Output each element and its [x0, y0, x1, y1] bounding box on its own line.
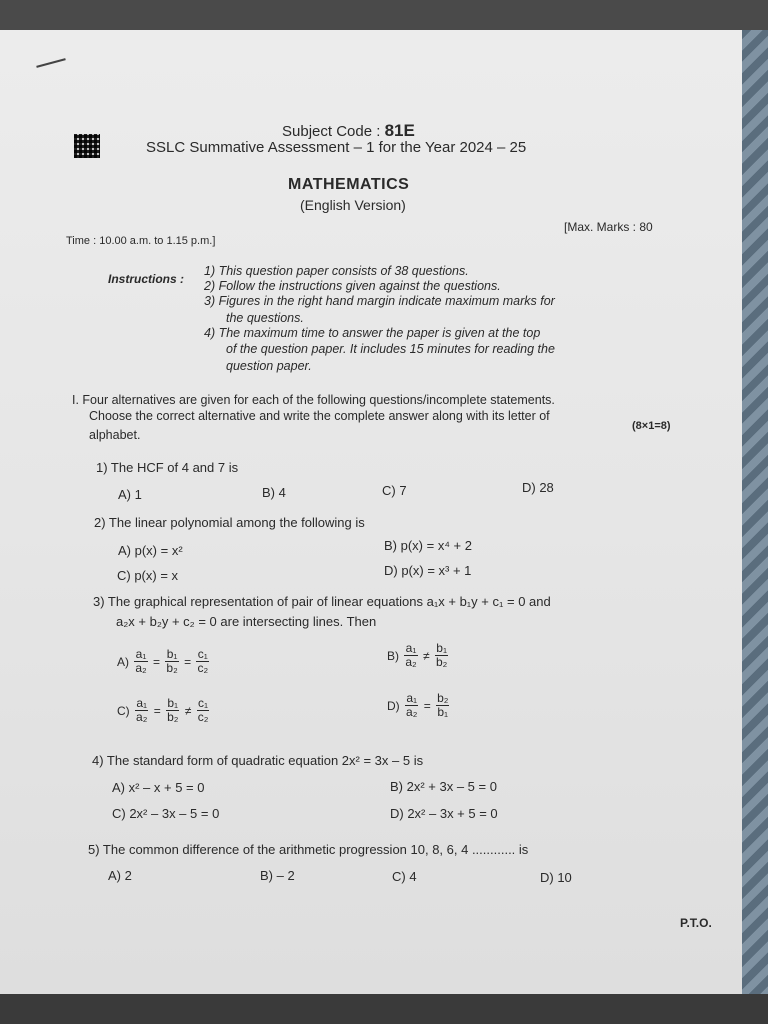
option-1a: A) 1: [118, 487, 142, 502]
option-2c: C) p(x) = x: [117, 568, 179, 583]
section-marks: (8×1=8): [632, 420, 671, 432]
question-3-line-2: a₂x + b₂y + c₂ = 0 are intersecting lines. Then: [116, 614, 377, 629]
question-1: 1) The HCF of 4 and 7 is: [96, 460, 239, 475]
option-3b: [386, 642, 449, 669]
question-5: 5) The common difference of the arithmetic progression 10, 8, 6, 4 ............ is: [88, 842, 529, 857]
section-instruction: I. Four alternatives are given for each of the following questions/incomplete statements.: [72, 393, 555, 407]
fraction: $\frac{\text{a₁}}{\text{a₂}}$: [406, 691, 418, 719]
option-1d: D) 28: [522, 480, 554, 495]
operator: =: [184, 654, 192, 669]
subject-code-value: 81E: [384, 121, 415, 140]
option-5a: A) 2: [108, 868, 132, 883]
subject-code-label: Subject Code :: [282, 123, 381, 140]
instructions-label: Instructions :: [108, 272, 185, 286]
operator: ≠: [184, 703, 192, 718]
subject-title: MATHEMATICS: [288, 176, 410, 193]
instruction-line: 2) Follow the instructions given against the questions.: [204, 279, 501, 293]
page-turn-over: P.T.O.: [680, 916, 712, 930]
option-3d: [386, 692, 450, 719]
operator: ≠: [423, 648, 430, 663]
option-label: C): [117, 703, 130, 718]
option-label: D): [387, 698, 400, 713]
option-4d: D) 2x² – 3x + 5 = 0: [390, 806, 498, 821]
fraction: $\frac{\text{a₁}}{\text{a₂}}$: [405, 641, 417, 669]
fraction: $\frac{\text{c₁}}{\text{c₂}}$: [197, 647, 209, 675]
fraction: $\frac{\text{b₁}}{\text{b₂}}$: [166, 647, 178, 675]
option-5b: B) – 2: [260, 868, 295, 883]
operator: =: [153, 654, 161, 669]
option-5c: C) 4: [392, 869, 417, 884]
section-instruction: Choose the correct alternative and write the complete answer along with its letter of: [89, 409, 550, 423]
option-label: A): [117, 654, 129, 669]
option-2b: B) p(x) = x⁴ + 2: [384, 538, 472, 553]
instruction-line: the questions.: [226, 311, 304, 325]
option-4c: C) 2x² – 3x – 5 = 0: [112, 806, 220, 821]
instruction-line: 4) The maximum time to answer the paper is given at the top: [204, 326, 541, 340]
operator: =: [153, 703, 161, 718]
question-2: 2) The linear polynomial among the following is: [94, 515, 365, 530]
option-label: B): [387, 648, 399, 663]
version-label: (English Version): [300, 197, 406, 213]
option-1b: B) 4: [262, 485, 286, 500]
fraction: $\frac{\text{a₁}}{\text{a₂}}$: [136, 696, 148, 724]
option-5d: D) 10: [540, 870, 572, 885]
question-4: 4) The standard form of quadratic equation 2x² = 3x – 5 is: [92, 753, 424, 768]
subject-code: [282, 121, 415, 141]
option-1c: C) 7: [382, 483, 407, 498]
background-top: [0, 0, 768, 30]
option-3a: [116, 648, 210, 675]
section-instruction: alphabet.: [89, 428, 141, 442]
option-3c: [116, 697, 210, 724]
option-4b: B) 2x² + 3x – 5 = 0: [390, 779, 497, 794]
option-2a: A) p(x) = x²: [118, 543, 183, 558]
instruction-line: of the question paper. It includes 15 minutes for reading the: [226, 342, 555, 356]
instruction-line: question paper.: [226, 359, 312, 373]
exam-title: SSLC Summative Assessment – 1 for the Year 2024 – 25: [146, 139, 527, 156]
background-bottom: [0, 994, 768, 1024]
background-fabric: [740, 30, 768, 994]
question-3-line-1: 3) The graphical representation of pair of linear equations a₁x + b₁y + c₁ = 0 and: [93, 594, 551, 609]
fraction: $\frac{\text{b₁}}{\text{b₂}}$: [167, 696, 179, 724]
fraction: $\frac{\text{b₂}}{\text{b₁}}$: [437, 691, 449, 719]
option-2d: D) p(x) = x³ + 1: [384, 563, 472, 578]
fraction: $\frac{\text{c₁}}{\text{c₂}}$: [197, 696, 209, 724]
fraction: $\frac{\text{b₁}}{\text{b₂}}$: [435, 641, 448, 669]
fraction: $\frac{\text{a₁}}{\text{a₂}}$: [135, 647, 147, 675]
time-label: Time : 10.00 a.m. to 1.15 p.m.]: [66, 235, 216, 247]
instruction-line: 3) Figures in the right hand margin indicate maximum marks for: [204, 294, 555, 308]
max-marks-label: [Max. Marks : 80: [564, 220, 653, 234]
operator: =: [423, 698, 431, 713]
option-4a: A) x² – x + 5 = 0: [112, 780, 205, 795]
instruction-line: 1) This question paper consists of 38 questions.: [204, 264, 469, 278]
qr-code-icon: [74, 134, 100, 158]
